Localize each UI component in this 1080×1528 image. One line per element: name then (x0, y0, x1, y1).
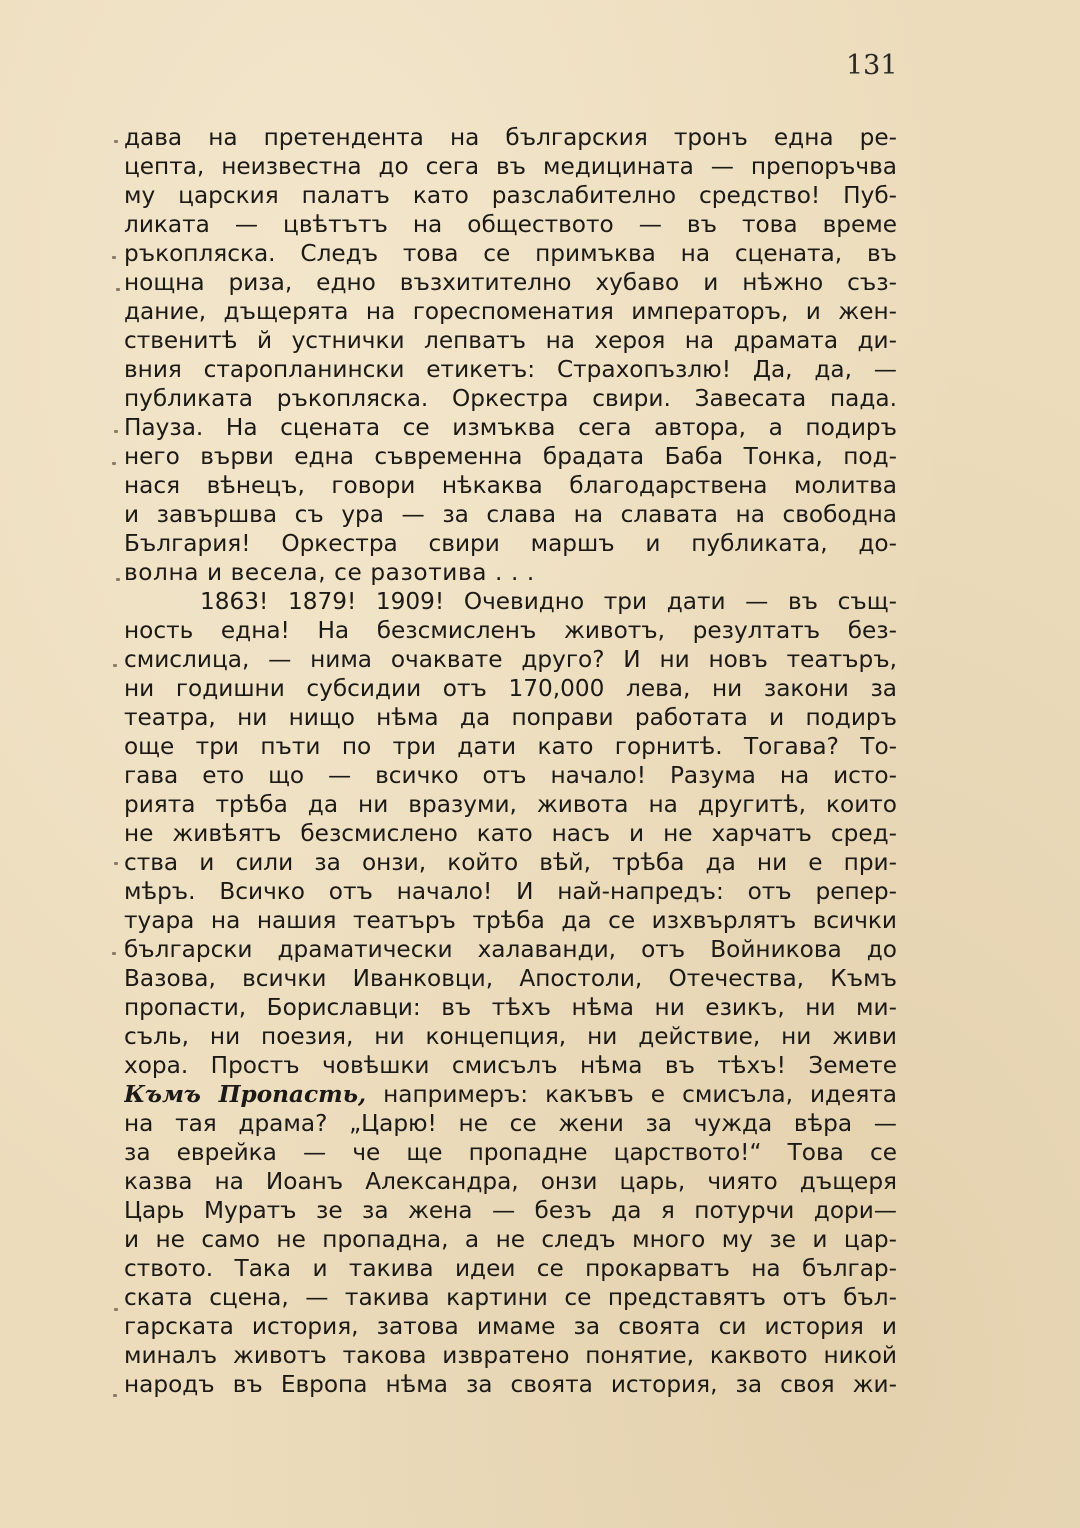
text-line-20: ни годишни субсидии отъ 170,000 лева, ни закони за (124, 675, 897, 702)
text-line-25: не живѣятъ безсмислено като насъ и не харчатъ сред- (124, 820, 897, 847)
text-line-5: ръкопляска. Следъ това се примъква на сцената, въ (124, 240, 897, 267)
text-line-9: вния старопланински етикетъ: Страхопъзлю! Да, да, — (124, 356, 897, 383)
text-line-15: България! Оркестра свири маршъ и публиката, до- (124, 530, 897, 557)
text-line-19: смислица, — нима очаквате друго? И ни новъ театъръ, (124, 646, 897, 673)
text-line-36: за еврейка — че ще пропадне царството!“ Това се (124, 1139, 897, 1166)
text-line-23: гава ето що — всичко отъ начало! Разума на исто- (124, 762, 897, 789)
margin-speck (114, 430, 118, 433)
text-line-8: ственитѣ й устнички лепватъ на хероя на драмата ди- (124, 327, 897, 354)
text-line-6: нощна риза, едно възхитително хубаво и нѣжно съз- (124, 269, 897, 296)
text-line-34 (124, 1080, 897, 1109)
text-line-14: и завършва съ ура — за слава на славата на свободна (124, 501, 897, 528)
text-line-41: ската сцена, — такива картини се представятъ отъ бъл- (124, 1284, 897, 1311)
text-line-33: хора. Простъ човѣшки смисълъ нѣма въ тѣхъ! Земете (124, 1052, 897, 1079)
text-line-11: Пауза. На сцената се измъква сега автора, а подиръ (124, 414, 897, 441)
text-line-21: театра, ни нищо нѣма да поправи работата и подиръ (124, 704, 897, 731)
margin-speck (114, 862, 118, 865)
text-line-28: туара на нашия театъръ трѣба да се изхвърлятъ всички (124, 907, 897, 934)
text-line-40: ството. Така и такива идеи се прокарватъ на българ- (124, 1255, 897, 1282)
margin-speck (116, 578, 120, 581)
text-line-42: гарската история, затова имаме за своята си история и (124, 1313, 897, 1340)
margin-speck (113, 664, 117, 667)
text-line-17: 1863! 1879! 1909! Очевидно три дати — въ същ- (200, 588, 897, 615)
margin-speck (112, 256, 116, 259)
text-line-44: народъ въ Европа нѣма за своята история, за своя жи- (124, 1371, 897, 1398)
text-line-37: казва на Иоанъ Александра, онзи царь, чиято дъщеря (124, 1168, 897, 1195)
text-line-4: ликата — цвѣтътъ на обществото — въ това време (124, 211, 897, 238)
text-line-13: нася вѣнецъ, говори нѣкаква благодарствена молитва (124, 472, 897, 499)
text-line-35: на тая драма? „Царю! не се жени за чужда вѣра — (124, 1110, 897, 1137)
text-line-16: волна и весела, се разотива . . . (124, 559, 535, 586)
text-line-27: мѣръ. Всичко отъ начало! И най-напредъ: отъ репер- (124, 878, 897, 905)
page-number: 131 (846, 50, 898, 81)
margin-speck (112, 462, 116, 465)
margin-speck (113, 1394, 117, 1397)
text-line-43: миналъ животъ такова извратено понятие, каквото никой (124, 1342, 897, 1369)
text-line-10: публиката ръкопляска. Оркестра свири. Завесата пада. (124, 385, 897, 412)
text-line-29: български драматически халаванди, отъ Войникова до (124, 936, 897, 963)
play-title-italic: Къмъ Пропасть, (124, 1081, 367, 1108)
text-line-3: му царския палатъ като разслабително средство! Пуб- (124, 182, 897, 209)
body-text (124, 123, 897, 1399)
text-line-7: дание, дъщерята на гореспоменатия императоръ, и жен- (124, 298, 897, 325)
text-line-24: рията трѣба да ни вразуми, живота на другитѣ, които (124, 791, 897, 818)
text-line-12: него върви една съвременна брадата Баба Тонка, под- (124, 443, 897, 470)
text-line-34-rest: напримеръ: какъвъ е смисъла, идеята (383, 1081, 897, 1108)
margin-speck (112, 952, 116, 955)
text-line-31: пропасти, Бориславци: въ тѣхъ нѣма ни езикъ, ни ми- (124, 994, 897, 1021)
text-line-2: цепта, неизвестна до сега въ медицината — препоръчва (124, 153, 897, 180)
text-line-39: и не само не пропадна, а не следъ много му зе и цар- (124, 1226, 897, 1253)
margin-speck (114, 1308, 118, 1311)
text-line-1: дава на претендента на българския тронъ една ре- (124, 124, 897, 151)
text-line-38: Царь Муратъ зе за жена — безъ да я потурчи дори— (124, 1197, 897, 1224)
text-line-30: Вазова, всички Иванковци, Апостоли, Отечества, Къмъ (124, 965, 897, 992)
text-line-26: ства и сили за онзи, който вѣй, трѣба да ни е при- (124, 849, 897, 876)
text-line-22: още три пъти по три дати като горнитѣ. Тогава? То- (124, 733, 897, 760)
margin-speck (116, 288, 120, 291)
margin-speck (114, 140, 118, 143)
text-line-32: съль, ни поезия, ни концепция, ни действие, ни живи (124, 1023, 897, 1050)
text-line-18: ность една! На безсмисленъ животъ, резултатъ без- (124, 617, 897, 644)
